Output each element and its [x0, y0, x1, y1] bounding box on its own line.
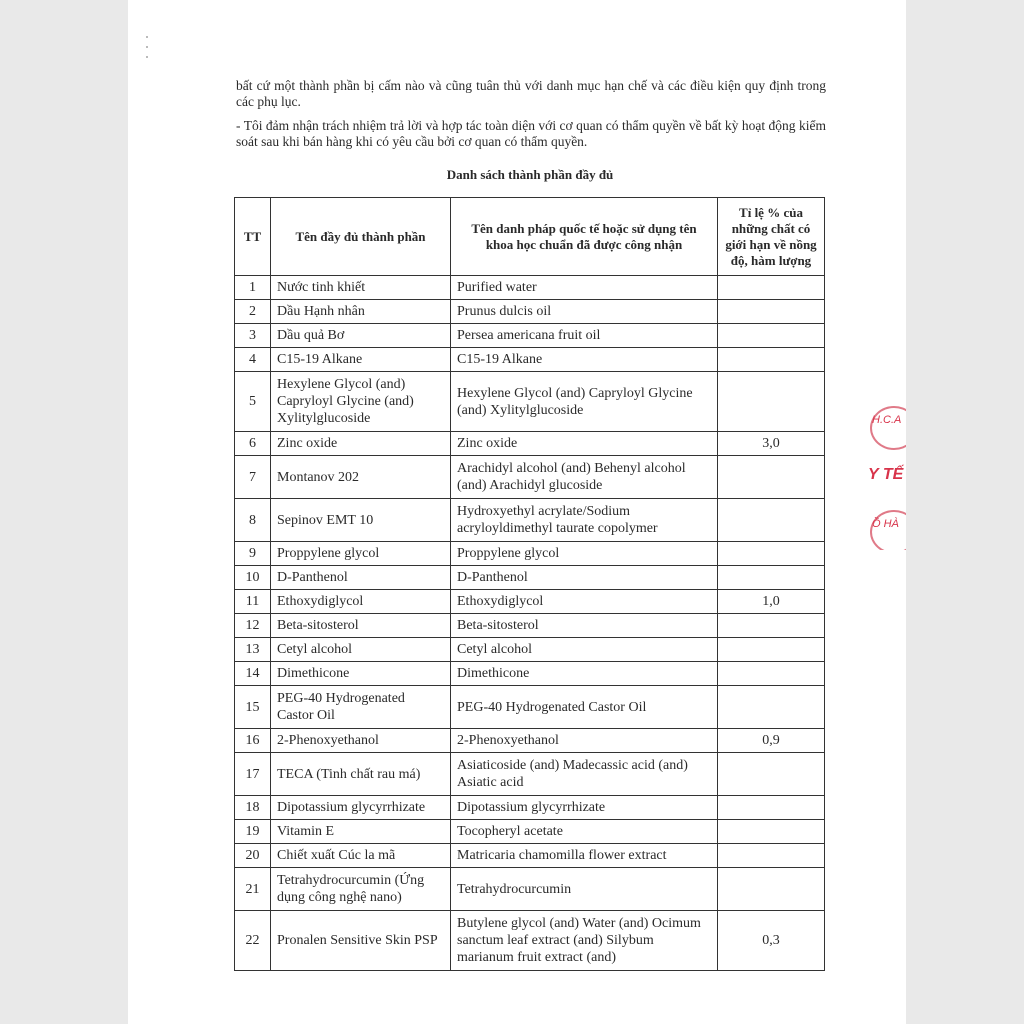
percentage [718, 542, 825, 566]
percentage [718, 324, 825, 348]
ingredients-table [234, 197, 825, 971]
row-number: 5 [235, 372, 271, 432]
ingredient-name: Chiết xuất Cúc la mã [271, 844, 451, 868]
inci-name: D-Panthenol [451, 566, 718, 590]
ingredient-name: Dimethicone [271, 662, 451, 686]
table-row [235, 638, 825, 662]
row-number: 9 [235, 542, 271, 566]
table-row [235, 844, 825, 868]
row-number: 4 [235, 348, 271, 372]
inci-name: Matricaria chamomilla flower extract [451, 844, 718, 868]
inci-name: Prunus dulcis oil [451, 300, 718, 324]
ingredient-name: C15-19 Alkane [271, 348, 451, 372]
scan-marks [146, 28, 152, 72]
row-number: 20 [235, 844, 271, 868]
table-row [235, 729, 825, 753]
table-header-row [235, 198, 825, 276]
inci-name: Tocopheryl acetate [451, 820, 718, 844]
table-row [235, 372, 825, 432]
table-row [235, 820, 825, 844]
stamp-text-top: H.C.A [872, 414, 902, 426]
row-number: 8 [235, 499, 271, 542]
header-full-name: Tên đầy đủ thành phần [271, 198, 451, 276]
table-row [235, 300, 825, 324]
percentage: 0,3 [718, 911, 825, 971]
inci-name: Butylene glycol (and) Water (and) Ocimum sanctum leaf extract (and) Silybum marianum fruit extract (and) [451, 911, 718, 971]
percentage [718, 662, 825, 686]
row-number: 21 [235, 868, 271, 911]
percentage [718, 276, 825, 300]
table-row [235, 753, 825, 796]
row-number: 10 [235, 566, 271, 590]
table-row [235, 499, 825, 542]
row-number: 18 [235, 796, 271, 820]
inci-name: Dimethicone [451, 662, 718, 686]
ingredient-name: D-Panthenol [271, 566, 451, 590]
percentage: 0,9 [718, 729, 825, 753]
inci-name: Arachidyl alcohol (and) Behenyl alcohol (and) Arachidyl glucoside [451, 456, 718, 499]
ingredient-name: 2-Phenoxyethanol [271, 729, 451, 753]
percentage [718, 566, 825, 590]
header-tt: TT [235, 198, 271, 276]
percentage [718, 614, 825, 638]
percentage [718, 820, 825, 844]
ingredient-name: PEG-40 Hydrogenated Castor Oil [271, 686, 451, 729]
inci-name: Purified water [451, 276, 718, 300]
table-row [235, 796, 825, 820]
row-number: 13 [235, 638, 271, 662]
ingredient-name: Dầu quả Bơ [271, 324, 451, 348]
stamp-text-middle: Y TẾ [868, 466, 904, 483]
percentage [718, 686, 825, 729]
row-number: 1 [235, 276, 271, 300]
percentage [718, 638, 825, 662]
red-stamp [866, 400, 906, 550]
paragraph-compliance: bất cứ một thành phần bị cấm nào và cũng tuân thủ với danh mục hạn chế và các điều kiện quy định trong các phụ lục. [236, 78, 826, 109]
row-number: 17 [235, 753, 271, 796]
ingredient-name: Pronalen Sensitive Skin PSP [271, 911, 451, 971]
table-row [235, 614, 825, 638]
ingredient-name: Sepinov EMT 10 [271, 499, 451, 542]
ingredient-name: Dipotassium glycyrrhizate [271, 796, 451, 820]
table-row [235, 868, 825, 911]
row-number: 2 [235, 300, 271, 324]
row-number: 16 [235, 729, 271, 753]
ingredient-name: Hexylene Glycol (and) Capryloyl Glycine (and) Xylitylglucoside [271, 372, 451, 432]
table-row [235, 276, 825, 300]
inci-name: C15-19 Alkane [451, 348, 718, 372]
paragraph-responsibility: - Tôi đảm nhận trách nhiệm trả lời và hợp tác toàn diện với cơ quan có thẩm quyền về bất kỳ hoạt động kiểm soát sau khi bán hàng khi có yêu cầu bởi cơ quan có thẩm quyền. [236, 118, 826, 149]
inci-name: Hexylene Glycol (and) Capryloyl Glycine (and) Xylitylglucoside [451, 372, 718, 432]
ingredient-name: Beta-sitosterol [271, 614, 451, 638]
ingredient-name: Zinc oxide [271, 432, 451, 456]
row-number: 15 [235, 686, 271, 729]
table-row [235, 686, 825, 729]
stamp-text-bottom: Ồ HÀ [872, 518, 899, 530]
percentage [718, 796, 825, 820]
percentage [718, 753, 825, 796]
ingredient-name: Vitamin E [271, 820, 451, 844]
table-title: Danh sách thành phần đầy đủ [446, 167, 614, 182]
percentage [718, 372, 825, 432]
table-row [235, 566, 825, 590]
header-percentage: Tỉ lệ % của những chất có giới hạn về nồng độ, hàm lượng [718, 198, 825, 276]
table-row [235, 590, 825, 614]
table-body [235, 276, 825, 971]
inci-name: Beta-sitosterol [451, 614, 718, 638]
row-number: 12 [235, 614, 271, 638]
ingredient-name: Proppylene glycol [271, 542, 451, 566]
inci-name: Cetyl alcohol [451, 638, 718, 662]
percentage: 3,0 [718, 432, 825, 456]
percentage: 1,0 [718, 590, 825, 614]
inci-name: Proppylene glycol [451, 542, 718, 566]
percentage [718, 348, 825, 372]
ingredient-name: Dầu Hạnh nhân [271, 300, 451, 324]
ingredient-name: Cetyl alcohol [271, 638, 451, 662]
row-number: 6 [235, 432, 271, 456]
ingredient-name: Nước tinh khiết [271, 276, 451, 300]
inci-name: Hydroxyethyl acrylate/Sodium acryloyldimethyl taurate copolymer [451, 499, 718, 542]
ingredient-name: Ethoxydiglycol [271, 590, 451, 614]
stamp-arc-bottom [870, 510, 906, 550]
row-number: 19 [235, 820, 271, 844]
inci-name: Tetrahydrocurcumin [451, 868, 718, 911]
percentage [718, 300, 825, 324]
ingredient-name: TECA (Tinh chất rau má) [271, 753, 451, 796]
ingredient-name: Tetrahydrocurcumin (Ứng dụng công nghệ nano) [271, 868, 451, 911]
percentage [718, 844, 825, 868]
stamp-arc-top [870, 406, 906, 450]
row-number: 14 [235, 662, 271, 686]
inci-name: PEG-40 Hydrogenated Castor Oil [451, 686, 718, 729]
table-row [235, 348, 825, 372]
inci-name: Dipotassium glycyrrhizate [451, 796, 718, 820]
header-inci-name: Tên danh pháp quốc tế hoặc sử dụng tên khoa học chuẩn đã được công nhận [451, 198, 718, 276]
table-row [235, 456, 825, 499]
percentage [718, 456, 825, 499]
row-number: 11 [235, 590, 271, 614]
table-row [235, 324, 825, 348]
ingredient-name: Montanov 202 [271, 456, 451, 499]
row-number: 22 [235, 911, 271, 971]
table-row [235, 662, 825, 686]
table-row [235, 542, 825, 566]
percentage [718, 499, 825, 542]
table-row [235, 432, 825, 456]
table-row [235, 911, 825, 971]
row-number: 7 [235, 456, 271, 499]
inci-name: Persea americana fruit oil [451, 324, 718, 348]
inci-name: Asiaticoside (and) Madecassic acid (and) Asiatic acid [451, 753, 718, 796]
inci-name: Zinc oxide [451, 432, 718, 456]
row-number: 3 [235, 324, 271, 348]
inci-name: Ethoxydiglycol [451, 590, 718, 614]
percentage [718, 868, 825, 911]
inci-name: 2-Phenoxyethanol [451, 729, 718, 753]
